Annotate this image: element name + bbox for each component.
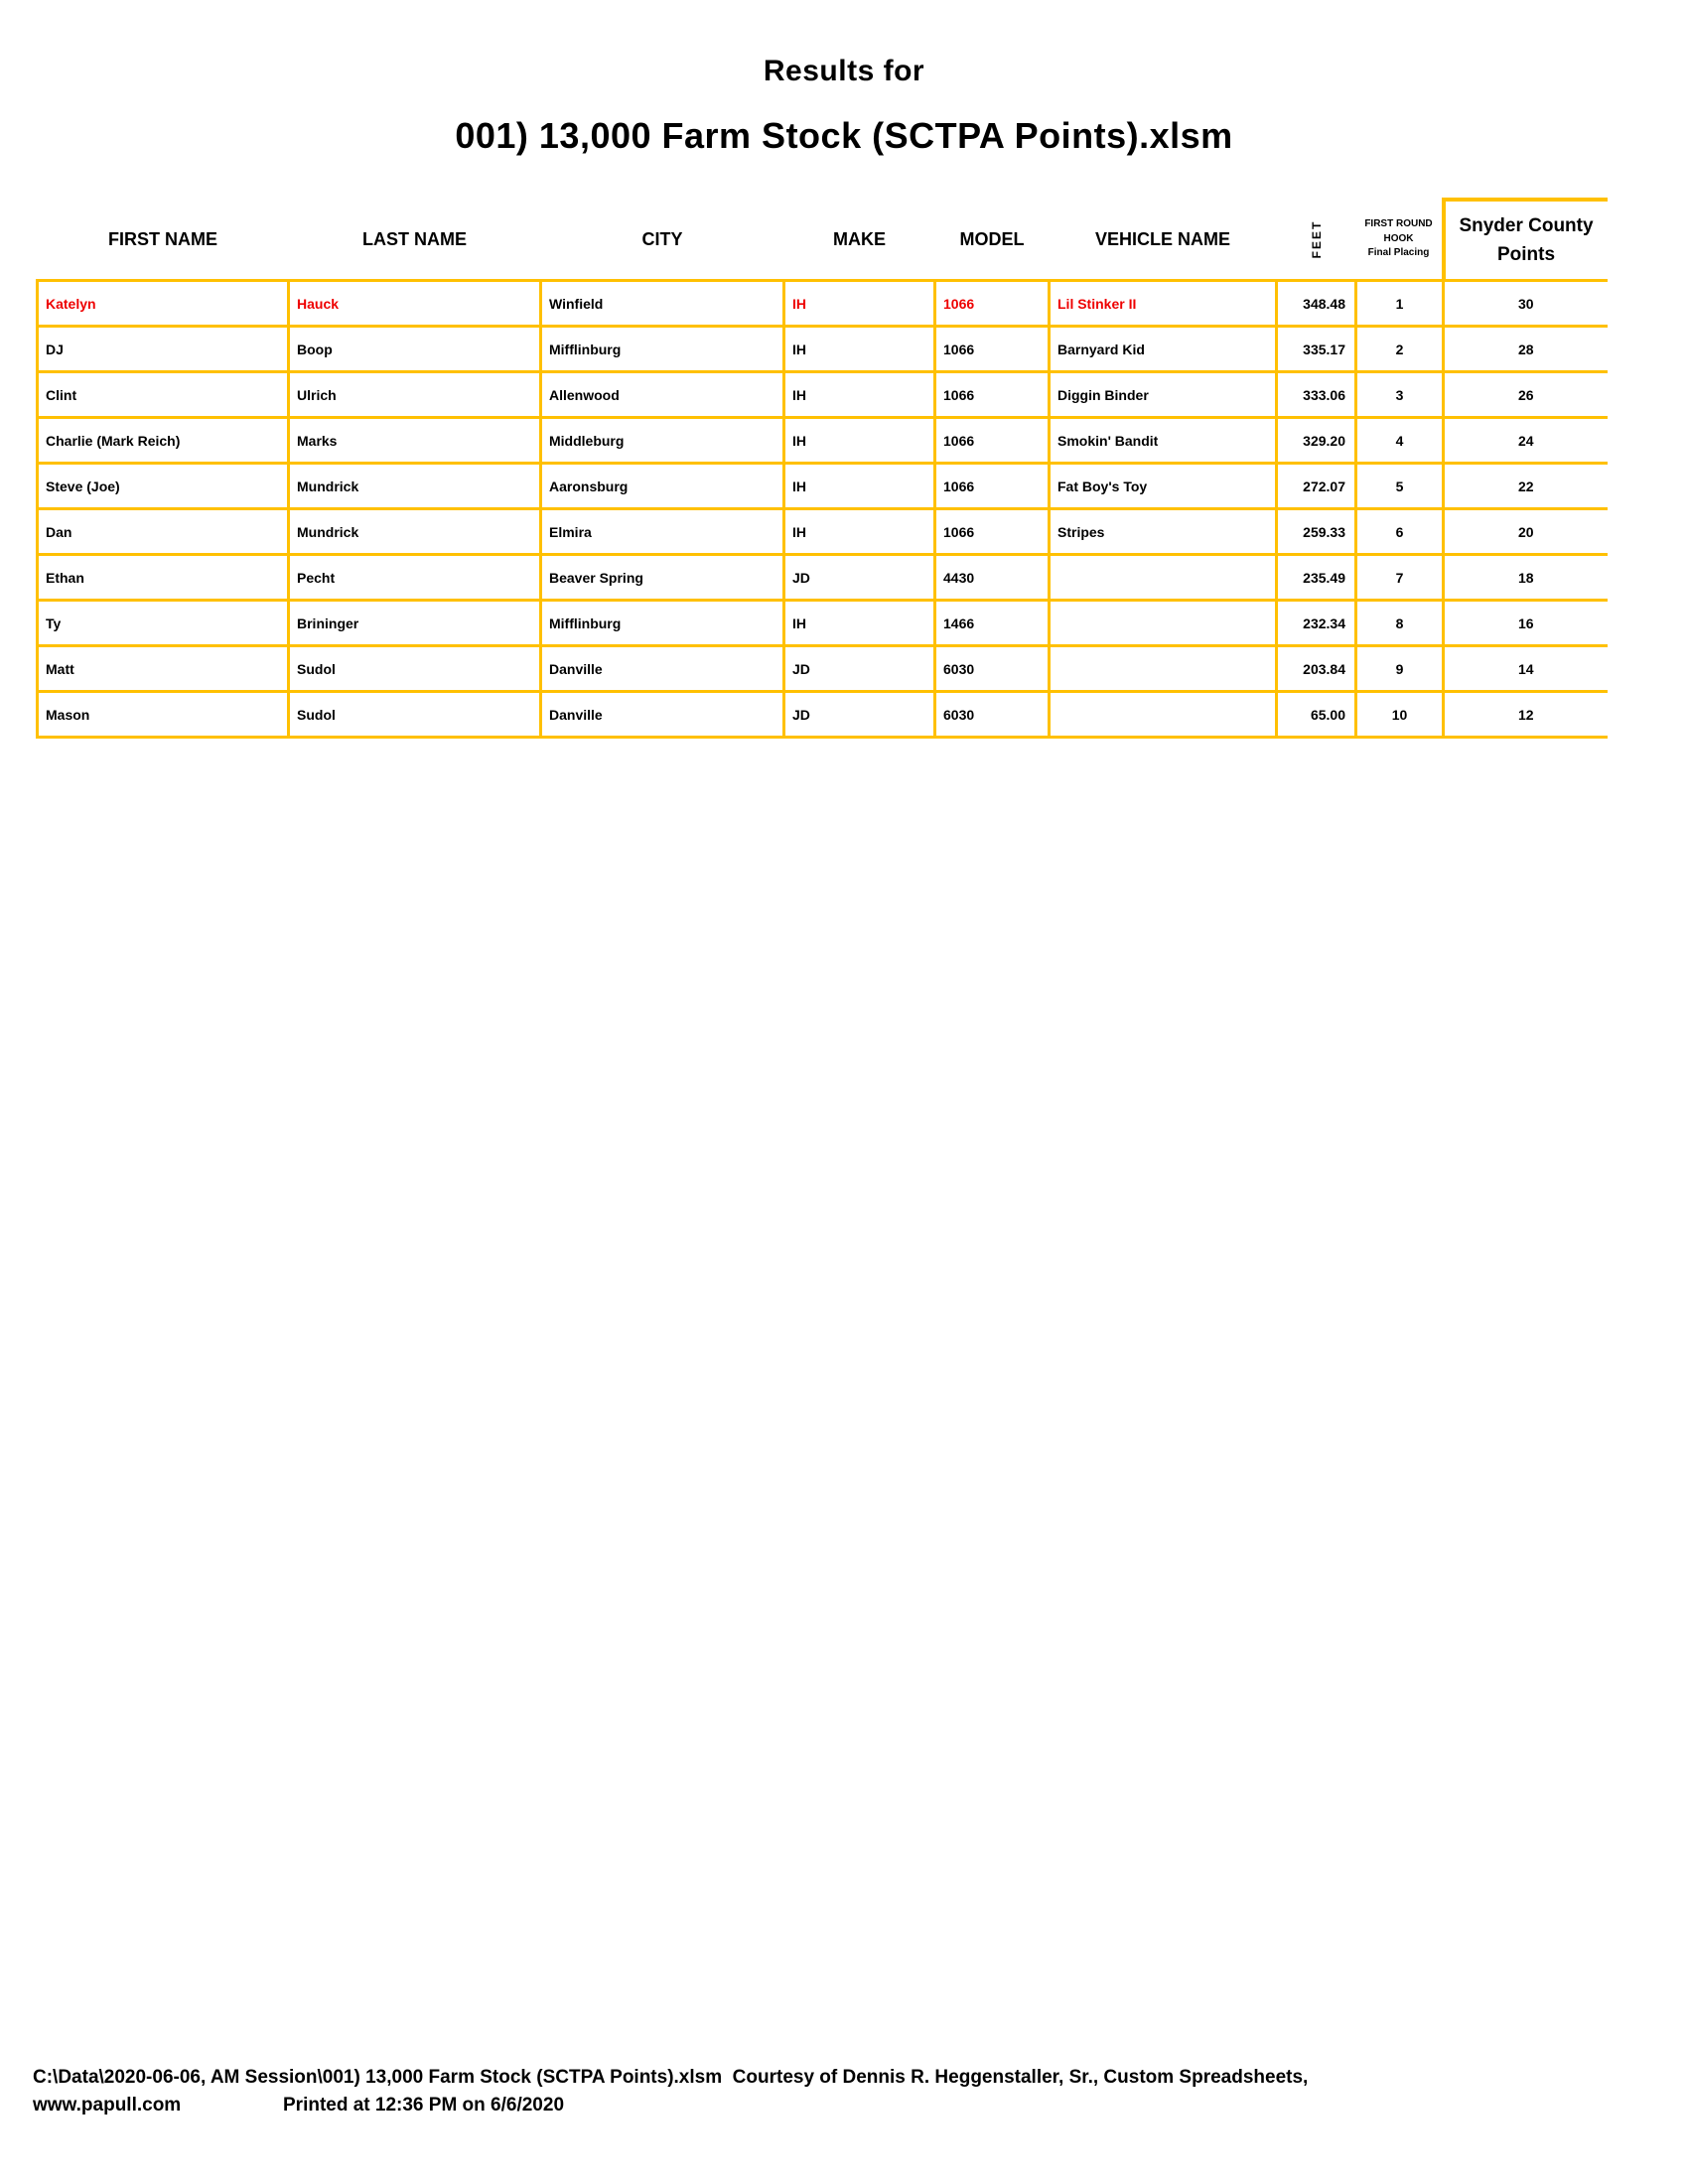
cell-points: 14 (1444, 646, 1608, 692)
cell-make: IH (784, 418, 935, 464)
cell-first-name: Mason (38, 692, 289, 738)
cell-first-name: Charlie (Mark Reich) (38, 418, 289, 464)
table-row (38, 509, 1608, 555)
cell-model: 1066 (935, 372, 1050, 418)
cell-city: Aaronsburg (541, 464, 784, 509)
cell-model: 1466 (935, 601, 1050, 646)
cell-model: 1066 (935, 327, 1050, 372)
cell-make: IH (784, 509, 935, 555)
cell-feet: 65.00 (1277, 692, 1356, 738)
cell-city: Mifflinburg (541, 601, 784, 646)
cell-placing: 9 (1356, 646, 1444, 692)
cell-model: 1066 (935, 418, 1050, 464)
cell-feet: 272.07 (1277, 464, 1356, 509)
table-row (38, 464, 1608, 509)
feet-vertical-label: FEET (1309, 219, 1324, 259)
cell-placing: 8 (1356, 601, 1444, 646)
table-row (38, 281, 1608, 327)
cell-placing: 2 (1356, 327, 1444, 372)
cell-feet: 335.17 (1277, 327, 1356, 372)
footer-file-path: C:\Data\2020-06-06, AM Session\001) 13,000 Farm Stock (SCTPA Points).xlsm Courtesy of Dennis R. Heggenstaller, Sr., Custom Spreadsheets, (33, 2067, 1309, 2088)
cell-placing: 6 (1356, 509, 1444, 555)
cell-last-name: Boop (289, 327, 541, 372)
cell-feet: 232.34 (1277, 601, 1356, 646)
table-row (38, 418, 1608, 464)
cell-placing: 1 (1356, 281, 1444, 327)
cell-first-name: Dan (38, 509, 289, 555)
column-header-vehicle-name: VEHICLE NAME (1050, 200, 1277, 281)
cell-city: Danville (541, 646, 784, 692)
cell-points: 18 (1444, 555, 1608, 601)
cell-city: Allenwood (541, 372, 784, 418)
cell-vehicle-name: Fat Boy's Toy (1050, 464, 1277, 509)
cell-feet: 203.84 (1277, 646, 1356, 692)
results-table (36, 198, 1608, 739)
column-header-city: CITY (541, 200, 784, 281)
cell-city: Winfield (541, 281, 784, 327)
table-row (38, 372, 1608, 418)
cell-last-name: Sudol (289, 646, 541, 692)
cell-model: 6030 (935, 692, 1050, 738)
cell-vehicle-name: Lil Stinker II (1050, 281, 1277, 327)
hook-label-line2: HOOK (1383, 232, 1414, 244)
cell-placing: 10 (1356, 692, 1444, 738)
hook-label-line3: Final Placing (1367, 247, 1430, 259)
table-row (38, 601, 1608, 646)
cell-feet: 235.49 (1277, 555, 1356, 601)
cell-points: 16 (1444, 601, 1608, 646)
column-header-first-round-hook (1356, 200, 1444, 281)
cell-placing: 3 (1356, 372, 1444, 418)
cell-city: Beaver Spring (541, 555, 784, 601)
cell-make: JD (784, 692, 935, 738)
table-row (38, 692, 1608, 738)
cell-make: IH (784, 464, 935, 509)
cell-city: Middleburg (541, 418, 784, 464)
cell-city: Mifflinburg (541, 327, 784, 372)
cell-first-name: DJ (38, 327, 289, 372)
cell-first-name: Ethan (38, 555, 289, 601)
cell-first-name: Matt (38, 646, 289, 692)
column-header-last-name: LAST NAME (289, 200, 541, 281)
cell-feet: 333.06 (1277, 372, 1356, 418)
page-title-line1: Results for (763, 55, 925, 87)
cell-city: Elmira (541, 509, 784, 555)
column-header-feet (1277, 200, 1356, 281)
column-header-snyder-county-points: Snyder County Points (1444, 200, 1608, 281)
cell-points: 12 (1444, 692, 1608, 738)
cell-points: 20 (1444, 509, 1608, 555)
results-table-container (36, 198, 1608, 739)
results-table-header (38, 200, 1608, 281)
cell-last-name: Marks (289, 418, 541, 464)
cell-make: IH (784, 327, 935, 372)
cell-vehicle-name (1050, 692, 1277, 738)
cell-feet: 259.33 (1277, 509, 1356, 555)
cell-first-name: Steve (Joe) (38, 464, 289, 509)
footer-website: www.papull.com (33, 2095, 182, 2116)
table-row (38, 327, 1608, 372)
column-header-first-name: FIRST NAME (38, 200, 289, 281)
cell-model: 4430 (935, 555, 1050, 601)
footer-second-line (33, 2095, 1661, 2118)
cell-last-name: Hauck (289, 281, 541, 327)
cell-make: IH (784, 281, 935, 327)
footer-printed-timestamp: Printed at 12:36 PM on 6/6/2020 (283, 2095, 565, 2116)
table-row (38, 646, 1608, 692)
cell-vehicle-name: Stripes (1050, 509, 1277, 555)
cell-make: IH (784, 601, 935, 646)
cell-make: JD (784, 646, 935, 692)
cell-points: 28 (1444, 327, 1608, 372)
cell-feet: 348.48 (1277, 281, 1356, 327)
cell-model: 1066 (935, 281, 1050, 327)
cell-points: 22 (1444, 464, 1608, 509)
cell-make: JD (784, 555, 935, 601)
cell-last-name: Sudol (289, 692, 541, 738)
column-header-model: MODEL (935, 200, 1050, 281)
cell-first-name: Ty (38, 601, 289, 646)
cell-model: 1066 (935, 509, 1050, 555)
cell-vehicle-name: Diggin Binder (1050, 372, 1277, 418)
cell-placing: 7 (1356, 555, 1444, 601)
cell-vehicle-name: Barnyard Kid (1050, 327, 1277, 372)
cell-last-name: Pecht (289, 555, 541, 601)
column-header-make: MAKE (784, 200, 935, 281)
results-table-body (38, 281, 1608, 738)
cell-last-name: Brininger (289, 601, 541, 646)
cell-vehicle-name: Smokin' Bandit (1050, 418, 1277, 464)
cell-placing: 5 (1356, 464, 1444, 509)
table-row (38, 555, 1608, 601)
cell-first-name: Clint (38, 372, 289, 418)
header-row (38, 200, 1608, 281)
cell-make: IH (784, 372, 935, 418)
cell-last-name: Ulrich (289, 372, 541, 418)
cell-last-name: Mundrick (289, 509, 541, 555)
cell-placing: 4 (1356, 418, 1444, 464)
cell-points: 26 (1444, 372, 1608, 418)
cell-model: 1066 (935, 464, 1050, 509)
cell-vehicle-name (1050, 601, 1277, 646)
cell-points: 30 (1444, 281, 1608, 327)
hook-label-line1: FIRST ROUND (1364, 218, 1433, 230)
cell-model: 6030 (935, 646, 1050, 692)
cell-last-name: Mundrick (289, 464, 541, 509)
cell-vehicle-name (1050, 646, 1277, 692)
page-title-line2: 001) 13,000 Farm Stock (SCTPA Points).xlsm (455, 115, 1233, 156)
cell-feet: 329.20 (1277, 418, 1356, 464)
cell-city: Danville (541, 692, 784, 738)
cell-vehicle-name (1050, 555, 1277, 601)
cell-first-name: Katelyn (38, 281, 289, 327)
cell-points: 24 (1444, 418, 1608, 464)
